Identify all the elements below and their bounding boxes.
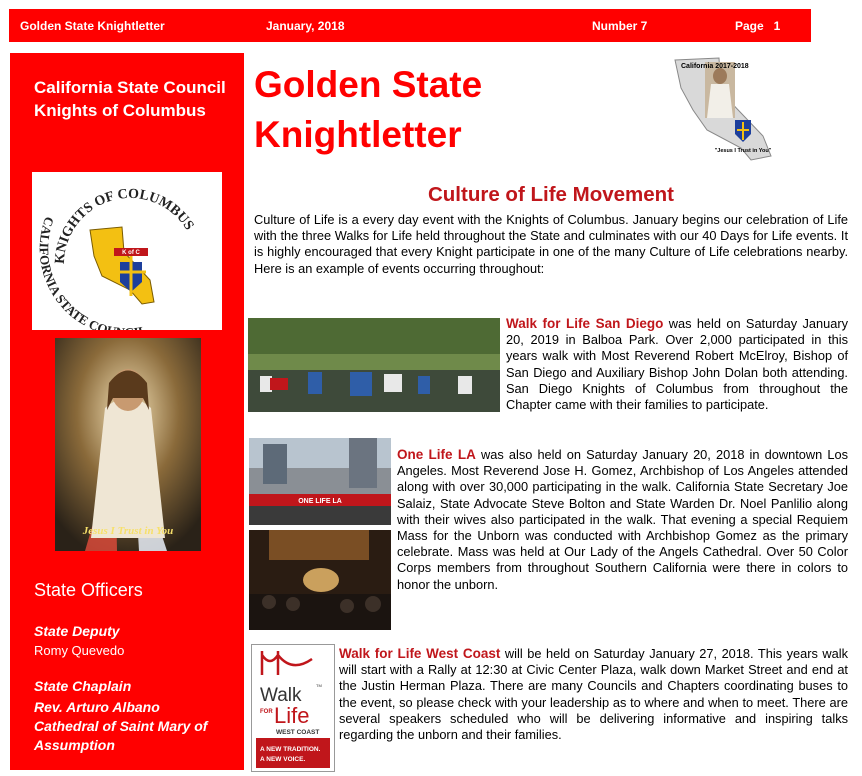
seal-top-text: KNIGHTS OF COLUMBUS [52, 186, 197, 265]
officer-role: State Chaplain [34, 678, 132, 694]
article-walk-for-life-west-coast [339, 646, 848, 743]
header-page: Page 1 [735, 19, 781, 33]
requiem-mass-photo [249, 530, 391, 630]
newsletter-title: Golden State Knightletter [254, 64, 483, 155]
council-seal [32, 172, 222, 330]
intro-paragraph: Culture of Life is a every day event with the Knights of Columbus. January begins our celebration of Life with the three Walks for Life held throughout the State and culminates with our 40 Days for Life events. It is highly encouraged that every Knight participate in one of the many Culture of Life celebrations nearby. Here is an example of events occurring throughout: [254, 212, 848, 276]
ca-logo-label: California 2017-2018 [681, 63, 749, 70]
san-diego-walk-photo [248, 318, 500, 412]
article-body: will be held on Saturday January 27, 2018. This years walk will start with a Rally at 12:30 at Civic Center Plaza, walk down Market Street and end at the Justin Herman Plaza. There are many Councils and Chapters coordinating buses to the event, so please check with your leadership as to where and when to meet. There are several speakers scheduled who will be delivering informative and inspiring talks regarding the unborn and their families. [339, 646, 848, 743]
wfl-tm: TM [316, 683, 322, 688]
one-life-la-photo [249, 438, 391, 525]
wfl-line2: Life [274, 703, 310, 728]
article-body: was also held on Saturday January 20, 2018 in downtown Los Angeles. Most Reverend Jose H. Gomez, Archbishop of Los Angeles attended along with over 30,000 participating in the walk. California State Secretary Joe Salaiz, State Advocate Steve Bolton and State Warden Dr. Noel Panlilio along with their wives also participated in the walk. That evening a special Requiem Mass for the Unborn was conducted with Archbishop Gomez as the primary celebrate. Mass was held at Our Lady of the Angels Cathedral. Over 50 Color Corps members from throughout Southern California were there in colors to honor the unborn. [397, 447, 848, 592]
section-title: Culture of Life Movement [427, 183, 674, 206]
article-heading: Walk for Life West Coast [339, 646, 501, 661]
article-heading: Walk for Life San Diego [506, 316, 664, 331]
sidebar [10, 53, 244, 770]
officer-role: State Deputy [34, 623, 120, 639]
ca-logo-caption: "Jesus I Trust in You" [714, 148, 772, 154]
header-newsletter-name: Golden State Knightletter [20, 19, 165, 33]
la-banner-text: ONE LIFE LA [298, 498, 342, 505]
header-issue: Number 7 [592, 19, 648, 33]
walk-for-life-west-coast-logo [251, 644, 335, 772]
article-heading: One Life LA [397, 447, 476, 462]
wfl-for: FOR [260, 709, 273, 715]
article-one-life-la [397, 447, 848, 593]
officers-title: State Officers [34, 580, 143, 600]
org-title: California State Council Knights of Columbus [34, 78, 226, 120]
wfl-line1: Walk [260, 685, 302, 706]
article-san-diego [506, 316, 848, 413]
header-date: January, 2018 [266, 19, 345, 33]
mercy-caption: Jesus I Trust in You [82, 525, 174, 537]
officer-name: Rev. Arturo Albano Cathedral of Saint Mary of Assumption [34, 699, 208, 753]
header-bar [9, 9, 811, 42]
article-body: was held on Saturday January 20, 2019 in Balboa Park. Over 2,000 participated in this years walk with Most Reverend Robert McElroy, Bishop of San Diego and Auxiliary Bishop John Dolan both attending. San Diego Knights of Columbus from throughout the Chapter came with their families to participate. [506, 316, 848, 413]
council-seal-graphic [32, 172, 222, 330]
wfl-line3: WEST COAST [276, 729, 320, 736]
wfl-tagline2: A NEW VOICE. [260, 756, 306, 763]
seal-bottom-text: CALIFORNIA STATE CO [36, 214, 110, 330]
wfl-tagline1: A NEW TRADITION. [260, 746, 321, 753]
seal-emblem-text: K of C [122, 250, 140, 256]
divine-mercy-image [55, 338, 201, 551]
california-jubilee-logo [667, 52, 787, 164]
officer-name: Romy Quevedo [34, 643, 125, 658]
